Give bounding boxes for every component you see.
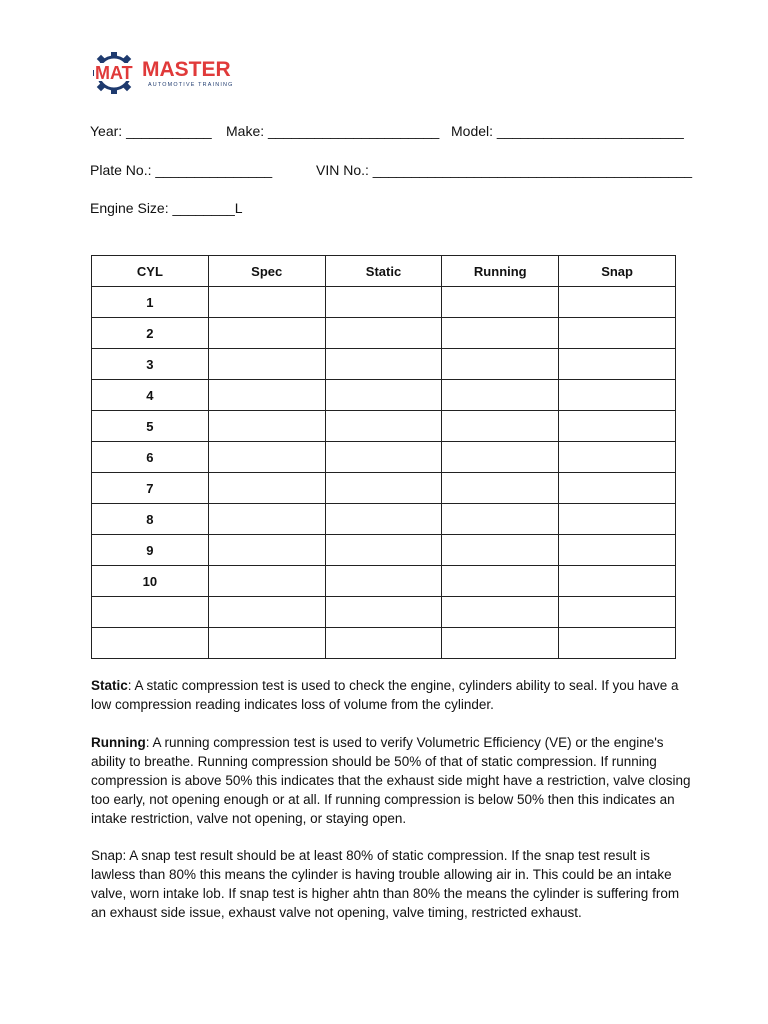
brand-logo [92, 50, 242, 96]
entry-cell[interactable] [208, 349, 325, 380]
entry-cell[interactable] [559, 349, 676, 380]
entry-cell[interactable] [559, 287, 676, 318]
entry-cell[interactable] [208, 473, 325, 504]
entry-cell[interactable] [325, 442, 442, 473]
entry-cell[interactable] [325, 535, 442, 566]
entry-cell[interactable] [559, 628, 676, 659]
entry-cell[interactable] [442, 473, 559, 504]
entry-cell[interactable] [559, 442, 676, 473]
model-field[interactable]: Model: ________________________ [451, 123, 684, 139]
year-field[interactable]: Year: ___________ [90, 123, 212, 139]
entry-cell[interactable] [442, 566, 559, 597]
table-row [92, 287, 676, 318]
entry-cell[interactable] [208, 628, 325, 659]
col-header-running: Running [442, 256, 559, 287]
table-row [92, 318, 676, 349]
logo-mark: MAT [95, 63, 133, 83]
running-label: Running [91, 735, 146, 750]
vin-field[interactable]: VIN No.: _________________________________________ [316, 162, 693, 178]
col-header-cyl: CYL [92, 256, 209, 287]
col-header-spec: Spec [208, 256, 325, 287]
engine-size-field[interactable]: Engine Size: ________L [90, 200, 243, 216]
entry-cell[interactable] [208, 380, 325, 411]
entry-cell[interactable] [442, 287, 559, 318]
cyl-number-cell: 10 [92, 566, 209, 597]
entry-cell[interactable] [559, 566, 676, 597]
entry-cell[interactable] [559, 380, 676, 411]
cyl-number-cell: 6 [92, 442, 209, 473]
col-header-static: Static [325, 256, 442, 287]
logo-name: MASTER [142, 58, 231, 81]
entry-cell[interactable] [442, 318, 559, 349]
entry-cell[interactable] [442, 442, 559, 473]
entry-cell[interactable] [325, 597, 442, 628]
table-row [92, 628, 676, 659]
cyl-number-cell: 7 [92, 473, 209, 504]
table-row [92, 473, 676, 504]
cyl-number-cell: 4 [92, 380, 209, 411]
table-row [92, 349, 676, 380]
gear-icon [92, 50, 242, 96]
entry-cell[interactable] [559, 473, 676, 504]
col-header-snap: Snap [559, 256, 676, 287]
cyl-number-cell: 9 [92, 535, 209, 566]
entry-cell[interactable] [442, 349, 559, 380]
static-note [91, 676, 691, 714]
running-text: : A running compression test is used to verify Volumetric Efficiency (VE) or the engine's ability to breathe. Running compression should be 50% of that of static compression. If running compression is above 50% this indicates that the exhaust side might have a restriction, valve closing too early, not opening enough or at all. If running compression is below 50% then this indicates an intake restriction, valve not opening, or staying open. [91, 735, 691, 826]
table-row [92, 535, 676, 566]
entry-cell[interactable] [208, 504, 325, 535]
cyl-number-cell: 8 [92, 504, 209, 535]
table-row [92, 504, 676, 535]
entry-cell[interactable] [442, 597, 559, 628]
entry-cell[interactable] [208, 442, 325, 473]
cyl-number-cell: 5 [92, 411, 209, 442]
entry-cell[interactable] [442, 380, 559, 411]
entry-cell[interactable] [325, 504, 442, 535]
entry-cell[interactable] [208, 566, 325, 597]
entry-cell[interactable] [208, 411, 325, 442]
entry-cell[interactable] [442, 535, 559, 566]
table-header-row [92, 256, 676, 287]
table-row [92, 380, 676, 411]
entry-cell[interactable] [559, 535, 676, 566]
entry-cell[interactable] [325, 318, 442, 349]
entry-cell[interactable] [325, 566, 442, 597]
entry-cell[interactable] [325, 287, 442, 318]
entry-cell[interactable] [559, 411, 676, 442]
entry-cell[interactable] [325, 473, 442, 504]
table-row [92, 411, 676, 442]
entry-cell[interactable] [442, 628, 559, 659]
entry-cell[interactable] [442, 411, 559, 442]
static-label: Static [91, 678, 128, 693]
compression-table [91, 255, 676, 659]
entry-cell[interactable] [325, 380, 442, 411]
cyl-number-cell: 2 [92, 318, 209, 349]
cyl-number-cell: 1 [92, 287, 209, 318]
running-note [91, 733, 691, 828]
entry-cell[interactable] [208, 535, 325, 566]
entry-cell[interactable] [325, 411, 442, 442]
entry-cell[interactable] [442, 504, 559, 535]
entry-cell[interactable] [559, 597, 676, 628]
entry-cell[interactable] [559, 504, 676, 535]
make-field[interactable]: Make: ______________________ [226, 123, 440, 139]
entry-cell[interactable] [208, 597, 325, 628]
entry-cell[interactable] [559, 318, 676, 349]
cyl-number-cell: 3 [92, 349, 209, 380]
entry-cell[interactable] [325, 349, 442, 380]
static-text: : A static compression test is used to check the engine, cylinders ability to seal. If you have a low compression reading indicates loss of volume from the cylinder. [91, 678, 679, 712]
entry-cell[interactable] [208, 318, 325, 349]
entry-cell[interactable] [208, 287, 325, 318]
table-row [92, 597, 676, 628]
entry-cell[interactable] [325, 628, 442, 659]
cyl-number-cell [92, 597, 209, 628]
cyl-number-cell [92, 628, 209, 659]
snap-note: Snap: A snap test result should be at least 80% of static compression. If the snap test result is lawless than 80% this means the cylinder is having trouble allowing air in. This could be an intake valve, worn intake lob. If snap test is higher ahtn than 80% the means the cylinder is suffering from an exhaust side issue, exhaust valve not opening, valve timing, restricted exhaust. [91, 848, 680, 920]
logo-tagline: AUTOMOTIVE TRAINING [148, 82, 234, 88]
plate-field[interactable]: Plate No.: _______________ [90, 162, 273, 178]
table-row [92, 566, 676, 597]
table-row [92, 442, 676, 473]
